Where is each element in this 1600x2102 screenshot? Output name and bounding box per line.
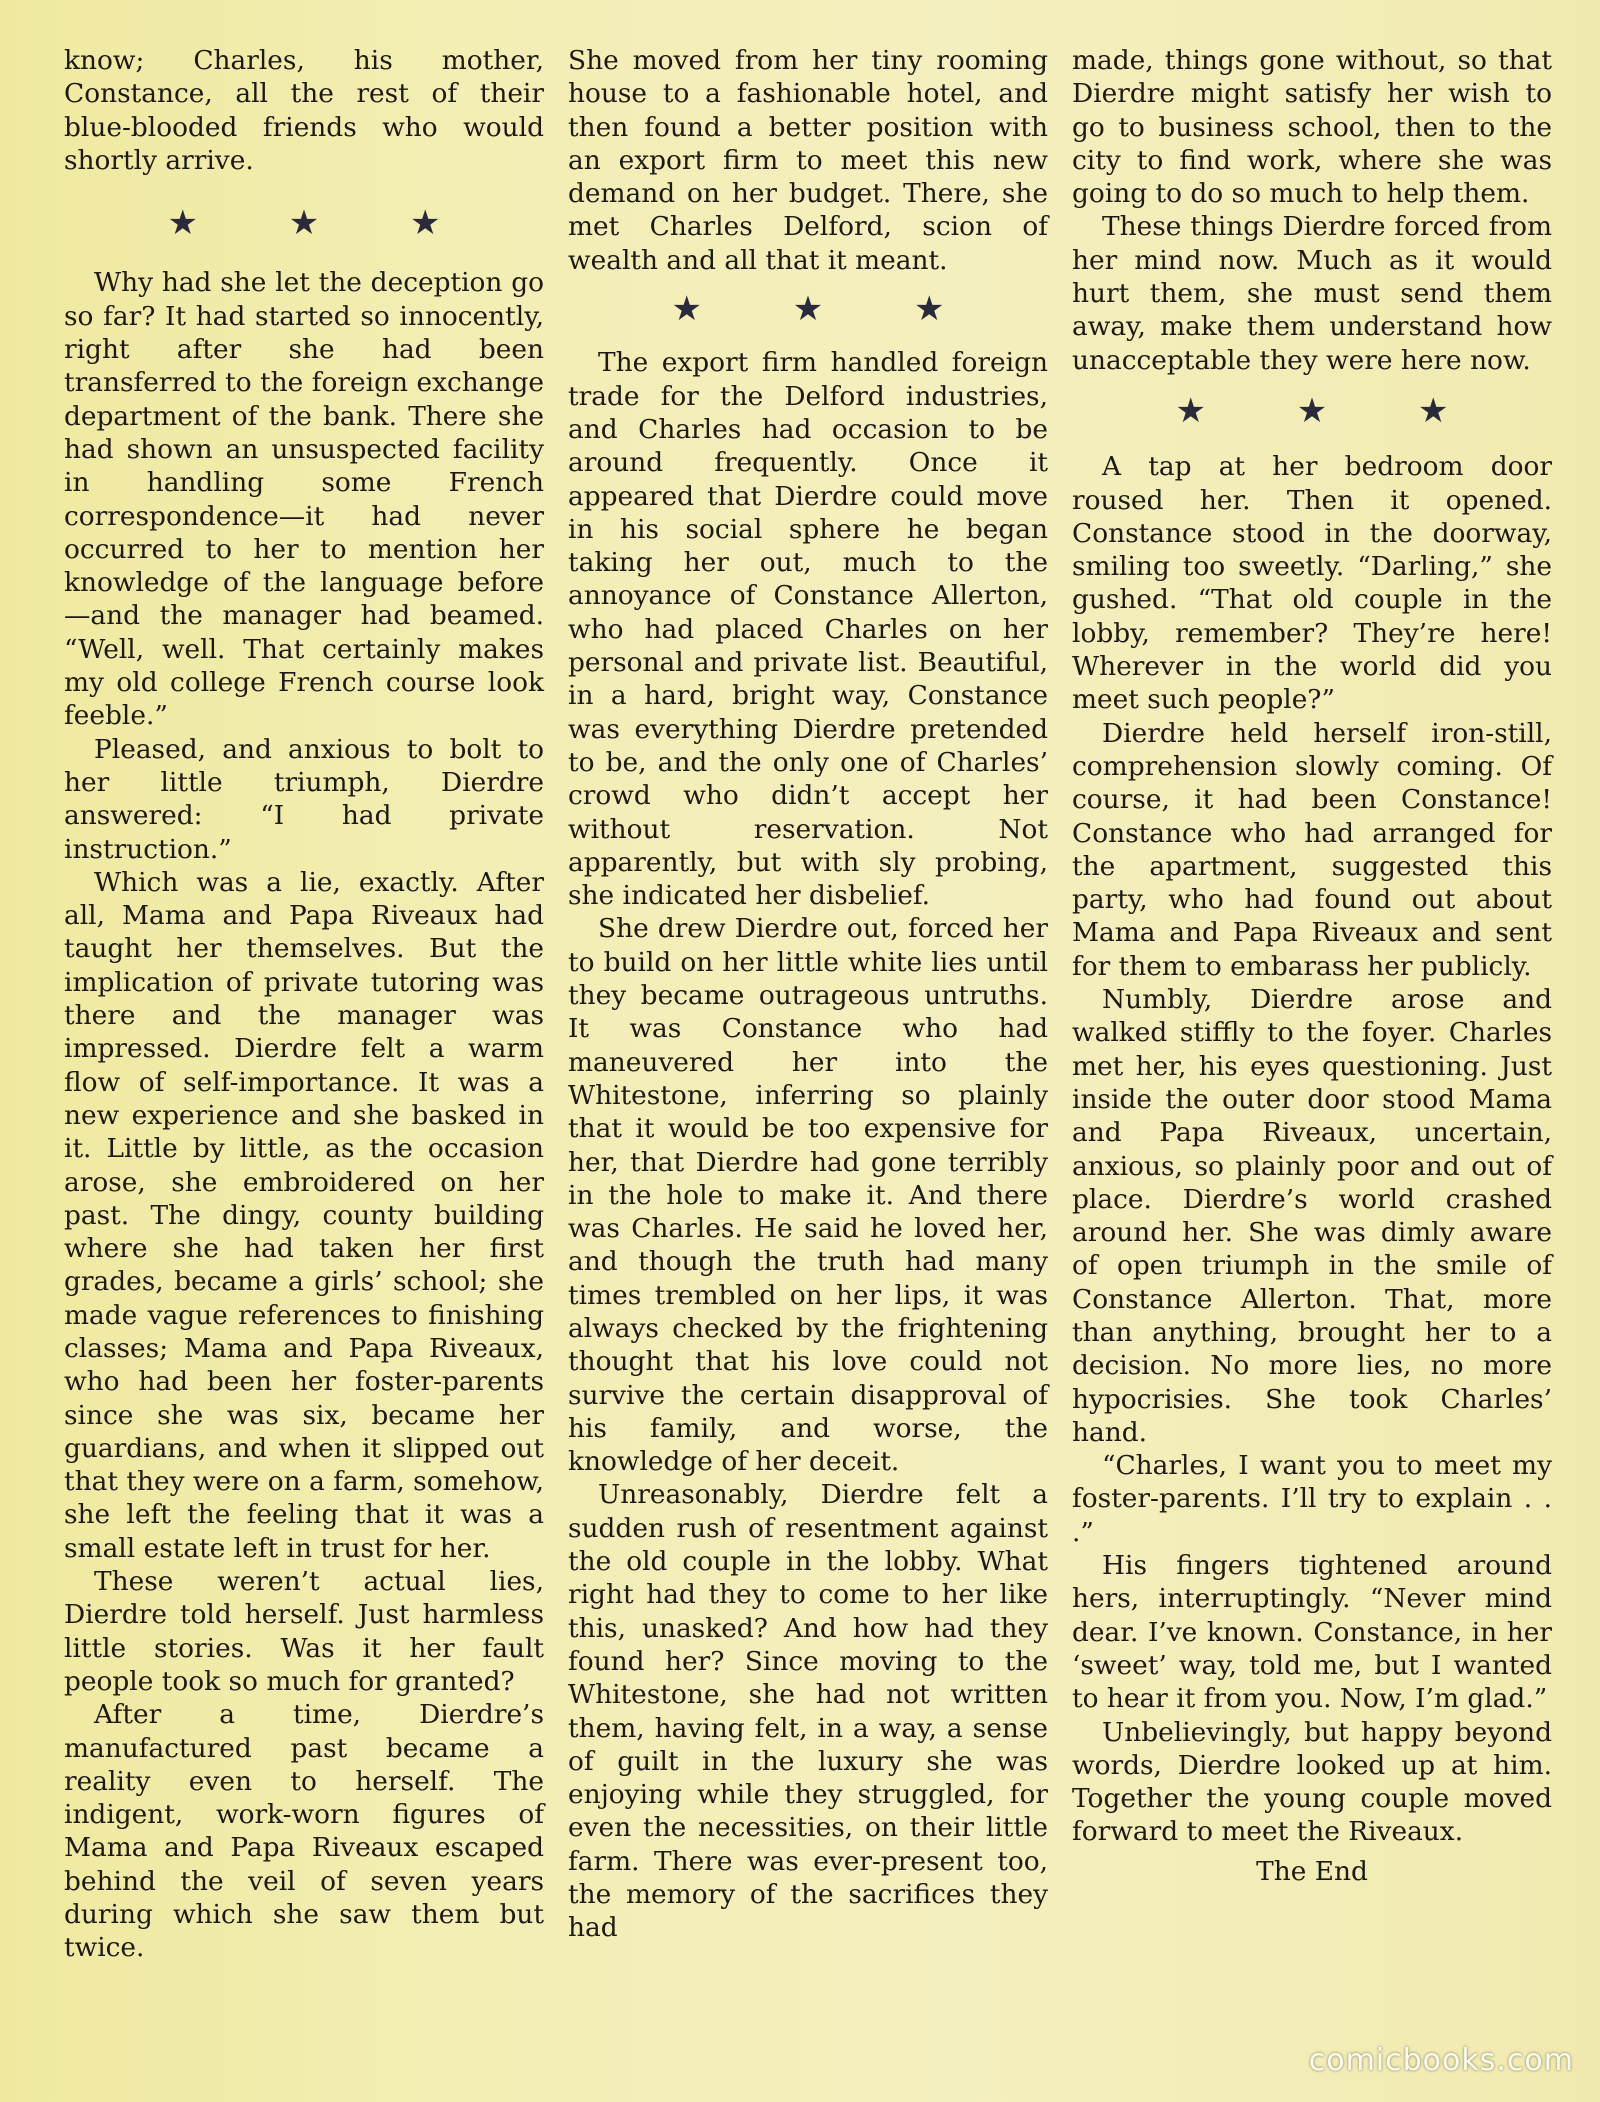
paragraph: The export firm handled foreign trade for the Delford industries, and Charles had occasion to be around frequently. Once it appeared that Dierdre could move in his social sphere he began taking her out, much to the annoyance of Constance Allerton, who had placed Charles on her personal and private list. Beautiful, in a hard, bright way, Constance was everything Dierdre pretended to be, and the only one of Charles’ crowd who didn’t accept her without reservation. Not apparently, but with sly probing, she indicated her disbelief.: [568, 347, 1048, 912]
paragraph: Why had she let the deception go so far? It had started so innocently, right after she had been transferred to the foreign exchange department of the bank. There she had shown an unsuspected facility in handling some French correspondence—it had never occurred to her to mention her knowledge of the language before—and the manager had beamed. “Well, well. That certainly makes my old college French course look feeble.”: [64, 267, 544, 732]
story-end-label: The End: [1256, 1855, 1368, 1887]
section-divider-stars: ★ ★ ★: [671, 289, 985, 330]
section-divider-stars: ★ ★ ★: [167, 203, 481, 244]
paragraph: know; Charles, his mother, Constance, all the rest of their blue-blooded friends who would shortly arrive.: [64, 45, 544, 176]
paragraph: “Charles, I want you to meet my foster-parents. I’ll try to explain . . .”: [1072, 1450, 1552, 1548]
watermark: comicbooks.com: [1308, 2043, 1574, 2078]
paragraph: These weren’t actual lies, Dierdre told herself. Just harmless little stories. Was it her fault people took so much for granted?: [64, 1566, 544, 1697]
paragraph: She moved from her tiny rooming house to a fashionable hotel, and then found a better position with an export firm to meet this new demand on her budget. There, she met Charles Delford, scion of wealth and all that it meant.: [568, 45, 1048, 276]
paragraph: Dierdre held herself iron-still, comprehension slowly coming. Of course, it had been Constance! Constance who had arranged for the apartment, suggested this party, who had found out about Mama and Papa Riveaux and sent for them to embarass her publicly.: [1072, 717, 1552, 982]
paragraph: After a time, Dierdre’s manufactured past became a reality even to herself. The indigent, work-worn figures of Mama and Papa Riveaux escaped behind the veil of seven years during which she saw them but twice.: [64, 1699, 544, 1964]
section-divider-stars: ★ ★ ★: [1175, 390, 1489, 431]
paragraph: A tap at her bedroom door roused her. Then it opened. Constance stood in the doorway, smiling too sweetly. “Darling,” she gushed. “That old couple in the lobby, remember? They’re here! Wherever in the world did you meet such people?”: [1072, 451, 1552, 716]
paragraph: These things Dierdre forced from her mind now. Much as it would hurt them, she must send them away, make them understand how unacceptable they were here now.: [1072, 211, 1552, 376]
paragraph: Numbly, Dierdre arose and walked stiffly to the foyer. Charles met her, his eyes questioning. Just inside the outer door stood Mama and Papa Riveaux, uncertain, anxious, so plainly poor and out of place. Dierdre’s world crashed around her. She was dimly aware of open triumph in the smile of Constance Allerton. That, more than anything, brought her to a decision. No more lies, no more hypocrisies. She took Charles’ hand.: [1072, 984, 1552, 1448]
text-column-1: [64, 44, 544, 1965]
paragraph: His fingers tightened around hers, interruptingly. “Never mind dear. I’ve known. Constance, in her ‘sweet’ way, told me, but I wanted to hear it from you. Now, I’m glad.”: [1072, 1550, 1552, 1715]
paragraph: Unbelievingly, but happy beyond words, Dierdre looked up at him. Together the young couple moved forward to meet the Riveaux.: [1072, 1716, 1552, 1848]
paragraph: made, things gone without, so that Dierdre might satisfy her wish to go to business school, then to the city to find work, where she was going to do so much to help them.: [1072, 45, 1552, 210]
paragraph: Pleased, and anxious to bolt to her little triumph, Dierdre answered: “I had private instruction.”: [64, 733, 544, 865]
paragraph: Unreasonably, Dierdre felt a sudden rush of resentment against the old couple in the lobby. What right had they to come to her like this, unasked? And how had they found her? Since moving to the Whitestone, she had not written them, having felt, in a way, a sense of guilt in the luxury she was enjoying while they struggled, for even the necessities, on their little farm. There was ever-present too, the memory of the sacrifices they had: [568, 1479, 1048, 1944]
paragraph: She drew Dierdre out, forced her to build on her little white lies until they became outrageous untruths. It was Constance who had maneuvered her into the Whitestone, inferring so plainly that it would be too expensive for her, that Dierdre had gone terribly in the hole to make it. And there was Charles. He said he loved her, and though the truth had many times trembled on her lips, it was always checked by the frightening thought that his love could not survive the certain disapproval of his family, and worse, the knowledge of her deceit.: [568, 913, 1048, 1478]
paragraph: Which was a lie, exactly. After all, Mama and Papa Riveaux had taught her themselves. But the implication of private tutoring was there and the manager was impressed. Dierdre felt a warm flow of self-importance. It was a new experience and she basked in it. Little by little, as the occasion arose, she embroidered on her past. The dingy, county building where she had taken her first grades, became a girls’ school; she made vague references to finishing classes; Mama and Papa Riveaux, who had been her foster-parents since she was six, became her guardians, and when it slipped out that they were on a farm, somehow, she left the feeling that it was a small estate left in trust for her.: [64, 866, 544, 1564]
text-column-3: [1072, 44, 1552, 1888]
text-column-2: [568, 44, 1048, 1945]
